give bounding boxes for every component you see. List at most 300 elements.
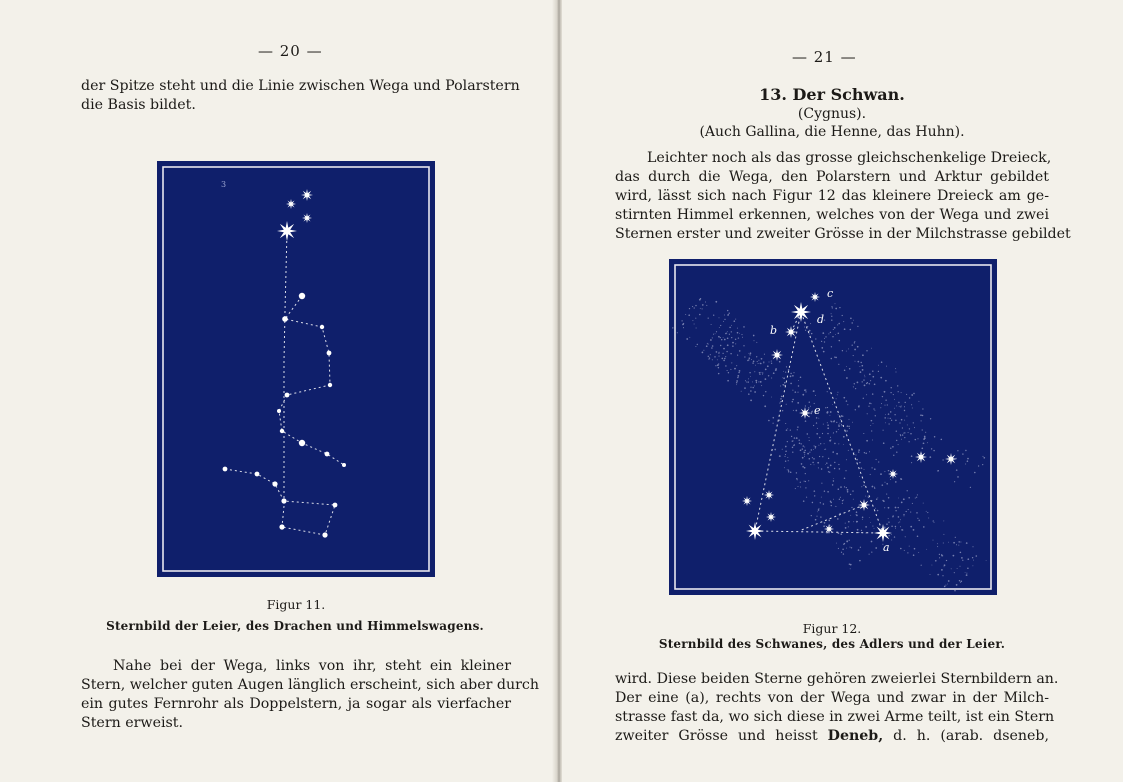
- star-mark: [896, 431, 897, 432]
- star-mark: [846, 400, 847, 401]
- star-mark: [888, 418, 889, 419]
- star-mark: [901, 529, 903, 531]
- text-fragment: d. h. (arab. dseneb,: [893, 728, 1050, 744]
- text-line: Stern, welcher guten Augen länglich erscheint, sich aber durch: [81, 677, 540, 693]
- star-mark: [846, 430, 847, 431]
- star-mark: [797, 426, 798, 427]
- star-mark: [856, 511, 858, 513]
- star-mark: [682, 324, 684, 326]
- star-mark: [813, 425, 814, 426]
- star-mark: [830, 465, 832, 467]
- star-mark: [861, 486, 862, 487]
- star-mark: [848, 526, 849, 527]
- star-mark: [741, 391, 742, 392]
- star-mark: [787, 457, 788, 458]
- star-mark: [725, 333, 727, 335]
- star-mark: [799, 442, 801, 444]
- star-mark: [835, 308, 837, 310]
- star-mark: [695, 305, 696, 306]
- star-mark: [821, 497, 822, 498]
- star-mark: [719, 327, 720, 328]
- star-mark: [890, 392, 891, 393]
- star-mark: [725, 356, 726, 357]
- star-mark: [718, 356, 719, 357]
- star-mark: [914, 548, 916, 550]
- star-mark: [814, 445, 815, 446]
- star-mark: [858, 406, 860, 408]
- star-mark: [895, 526, 897, 528]
- star-mark: [744, 356, 745, 357]
- star-mark: [849, 368, 851, 370]
- star-mark: [847, 404, 848, 405]
- star-mark: [838, 443, 839, 444]
- star-mark: [845, 523, 846, 524]
- star-mark: [848, 521, 850, 523]
- star-mark: [760, 363, 761, 364]
- star-mark: [951, 568, 952, 569]
- star-mark: [838, 429, 839, 430]
- star-mark: [888, 423, 889, 424]
- star-mark: [873, 376, 875, 378]
- star-mark: [885, 380, 887, 382]
- star-mark: [688, 314, 690, 316]
- star-mark: [730, 369, 731, 370]
- star-mark: [708, 356, 709, 357]
- star-mark: [911, 404, 912, 405]
- star-mark: [804, 467, 806, 469]
- star-mark: [900, 519, 901, 520]
- star-mark: [821, 341, 822, 342]
- star-mark: [788, 470, 789, 471]
- star-mark: [830, 411, 832, 413]
- figure-caption: Sternbild der Leier, des Drachen und Himmelswagens.: [106, 619, 484, 633]
- star-mark: [875, 508, 876, 509]
- star-mark: [833, 480, 834, 481]
- star-mark: [886, 366, 887, 367]
- star-mark: [755, 380, 757, 382]
- star-mark: [866, 394, 867, 395]
- star-mark: [888, 413, 890, 415]
- star-mark: [842, 416, 843, 417]
- star-mark: [750, 376, 751, 377]
- svg-text:3: 3: [221, 180, 227, 189]
- star-mark: [735, 339, 736, 340]
- star-mark: [711, 324, 712, 325]
- star-mark: [838, 548, 839, 549]
- star-mark: [827, 407, 828, 408]
- star-mark: [880, 473, 882, 475]
- star-mark: [754, 371, 755, 372]
- star-mark: [943, 534, 944, 535]
- star-mark: [723, 337, 724, 338]
- star-mark: [736, 384, 737, 385]
- star-mark: [843, 500, 844, 501]
- star-mark: [965, 450, 966, 451]
- star-mark: [853, 386, 854, 387]
- star-mark: [917, 438, 918, 439]
- text-line: der Spitze steht und die Linie zwischen Wega und Polarstern: [81, 78, 520, 94]
- star-mark: [913, 529, 915, 531]
- star-mark: [739, 350, 741, 352]
- star-mark: [763, 361, 764, 362]
- star-mark: [937, 470, 939, 472]
- star-mark: [894, 399, 895, 400]
- star-mark: [773, 417, 775, 419]
- star-mark: [707, 343, 708, 344]
- star-mark: [956, 584, 958, 586]
- star-mark: [804, 454, 805, 455]
- star-mark: [876, 459, 877, 460]
- star-mark: [954, 590, 956, 592]
- star-mark: [831, 316, 832, 317]
- text-line-with-deneb: [615, 727, 1049, 746]
- star-mark: [787, 428, 788, 429]
- star-mark: [677, 332, 678, 333]
- star-mark: [960, 580, 962, 582]
- star-mark: [837, 394, 838, 395]
- star-mark: [908, 441, 909, 442]
- star-mark: [828, 520, 830, 522]
- star-mark: [904, 432, 905, 433]
- star-mark: [787, 469, 788, 470]
- star-mark: [824, 449, 825, 450]
- star-mark: [830, 440, 831, 441]
- star-mark: [904, 550, 905, 551]
- star-mark: [727, 314, 729, 316]
- star-mark: [808, 480, 809, 481]
- star-mark: [727, 337, 729, 339]
- star-mark: [909, 428, 910, 429]
- star-mark: [823, 351, 825, 353]
- star-mark: [818, 418, 819, 419]
- star-mark: [756, 382, 757, 383]
- star-mark: [944, 586, 946, 588]
- star-mark: [858, 532, 859, 533]
- star-mark: [923, 503, 924, 504]
- star-mark: [735, 343, 736, 344]
- paragraph-bottom: [615, 670, 1059, 746]
- star-mark: [759, 373, 760, 374]
- star-mark: [791, 436, 792, 437]
- star-mark: [935, 560, 937, 562]
- star-mark: [782, 384, 783, 385]
- star-mark: [750, 400, 752, 402]
- star-mark: [918, 520, 919, 521]
- paragraph-top: [81, 77, 520, 115]
- star-mark: [846, 541, 848, 543]
- star-mark: [850, 318, 852, 320]
- star-mark: [970, 487, 971, 488]
- star-mark: [807, 453, 809, 455]
- star-mark: [982, 456, 983, 457]
- star-mark: [797, 429, 798, 430]
- star-mark: [694, 307, 695, 308]
- star-mark: [820, 443, 821, 444]
- star-mark: [922, 415, 923, 416]
- star-mark: [815, 338, 816, 339]
- star-mark: [895, 371, 896, 372]
- star-mark: [882, 500, 884, 502]
- star-mark: [763, 395, 764, 396]
- star-mark: [792, 390, 793, 391]
- star-mark: [903, 514, 904, 515]
- star-mark: [922, 408, 923, 409]
- star-mark: [835, 506, 836, 507]
- star-mark: [877, 497, 878, 498]
- star-mark: [948, 580, 950, 582]
- star-mark: [779, 361, 781, 363]
- star-mark: [787, 441, 788, 442]
- star-mark: [758, 381, 759, 382]
- star-mark: [800, 486, 801, 487]
- star-mark: [856, 455, 857, 456]
- star-mark: [780, 398, 782, 400]
- page-number: — 20 —: [258, 42, 323, 60]
- left-page: [0, 0, 556, 782]
- star-mark: [958, 541, 960, 543]
- star-mark: [834, 468, 835, 469]
- star-mark: [944, 564, 946, 566]
- star-mark: [821, 483, 822, 484]
- star-mark: [767, 365, 769, 367]
- star-mark: [792, 452, 793, 453]
- star-mark: [786, 429, 788, 431]
- star-mark: [824, 341, 825, 342]
- star-mark: [901, 392, 902, 393]
- star-mark: [900, 434, 901, 435]
- section-title: 13. Der Schwan.: [759, 85, 905, 104]
- star-label: b: [770, 324, 778, 337]
- star-mark: [717, 364, 719, 366]
- star-mark: [838, 414, 839, 415]
- star-mark: [900, 435, 901, 436]
- star-mark: [811, 333, 812, 334]
- star-mark: [758, 360, 759, 361]
- star-mark: [956, 458, 957, 459]
- star-mark: [888, 497, 890, 499]
- star-mark: [875, 415, 876, 416]
- star-mark: [686, 338, 688, 340]
- star-mark: [944, 566, 945, 567]
- star-mark: [895, 528, 896, 529]
- star-mark: [716, 351, 718, 353]
- star-mark: [941, 555, 943, 557]
- star-mark: [810, 406, 811, 407]
- star-mark: [838, 323, 840, 325]
- star-mark: [683, 327, 684, 328]
- star-mark: [803, 452, 804, 453]
- star-mark: [786, 404, 787, 405]
- star-mark: [827, 491, 829, 493]
- star-mark: [868, 497, 869, 498]
- star-mark: [730, 353, 731, 354]
- star-mark: [844, 543, 845, 544]
- star-mark: [911, 455, 913, 457]
- star-mark: [820, 516, 821, 517]
- star-mark: [912, 503, 913, 504]
- star-mark: [802, 457, 804, 459]
- star-mark: [825, 464, 826, 465]
- star-mark: [888, 522, 889, 523]
- star-mark: [899, 406, 900, 407]
- star-mark: [873, 408, 874, 409]
- star-mark: [871, 430, 872, 431]
- star-mark: [812, 411, 813, 412]
- star-mark: [927, 442, 928, 443]
- star-mark: [689, 308, 690, 309]
- star-mark: [729, 313, 730, 314]
- star-mark: [890, 448, 891, 449]
- star-chart-lyra-draco-ursa: [157, 161, 435, 577]
- star-mark: [779, 455, 781, 457]
- star-mark: [869, 402, 871, 404]
- star-mark: [956, 469, 958, 471]
- star-mark: [782, 377, 783, 378]
- star-mark: [780, 385, 781, 386]
- star-mark: [845, 470, 846, 471]
- star-mark: [784, 382, 785, 383]
- star-mark: [727, 370, 728, 371]
- star-mark: [795, 391, 797, 393]
- star-mark: [731, 337, 732, 338]
- star-mark: [869, 517, 870, 518]
- star-mark: [718, 367, 719, 368]
- star-mark: [983, 457, 985, 459]
- star-mark: [727, 310, 728, 311]
- star-mark: [844, 486, 845, 487]
- star-mark: [815, 395, 816, 396]
- star-mark: [808, 407, 809, 408]
- star-mark: [853, 521, 854, 522]
- star-mark: [934, 436, 936, 438]
- star-mark: [888, 469, 898, 479]
- star-mark: [904, 410, 905, 411]
- star-mark: [731, 331, 732, 332]
- star-mark: [715, 365, 716, 366]
- star-mark: [850, 329, 852, 331]
- star-mark: [714, 356, 715, 357]
- star-mark: [895, 481, 897, 483]
- star-mark: [958, 545, 959, 546]
- star-mark: [917, 535, 919, 537]
- star-mark: [918, 401, 919, 402]
- star-mark: [757, 361, 758, 362]
- star-mark: [700, 308, 701, 309]
- star-mark: [891, 525, 893, 527]
- star-mark: [716, 331, 717, 332]
- star-mark: [809, 458, 811, 460]
- star-mark: [880, 407, 881, 408]
- star-mark: [934, 522, 935, 523]
- star-mark: [967, 568, 969, 570]
- star-mark: [902, 434, 903, 435]
- star-mark: [850, 568, 851, 569]
- star-mark: [779, 420, 780, 421]
- star-mark: [753, 335, 755, 337]
- star-mark: [907, 424, 908, 425]
- star-mark: [894, 536, 895, 537]
- star-mark: [930, 574, 931, 575]
- star-mark: [785, 454, 786, 455]
- star-mark: [885, 482, 886, 483]
- star-mark: [725, 365, 726, 366]
- star-mark: [758, 363, 759, 364]
- star-mark: [957, 476, 959, 478]
- star-mark: [895, 368, 896, 369]
- star-mark: [805, 487, 806, 488]
- star-mark: [750, 352, 752, 354]
- star-mark: [752, 362, 753, 363]
- star-mark: [871, 403, 872, 404]
- star-mark: [846, 459, 847, 460]
- deneb-term: Deneb,: [827, 728, 884, 744]
- star-mark: [846, 548, 847, 549]
- star-mark: [881, 403, 882, 404]
- star-mark: [724, 319, 725, 320]
- star-mark: [848, 426, 849, 427]
- star-mark: [692, 320, 693, 321]
- star-mark: [954, 481, 955, 482]
- star-mark: [748, 393, 750, 395]
- star-mark: [907, 490, 908, 491]
- star-mark: [692, 306, 693, 307]
- star-mark: [841, 415, 843, 417]
- star-mark: [850, 547, 851, 548]
- star-mark: [764, 354, 765, 355]
- star-mark: [709, 357, 710, 358]
- star-mark: [901, 502, 903, 504]
- text-line: die Basis bildet.: [81, 97, 196, 113]
- star-mark: [761, 385, 762, 386]
- star-mark: [913, 393, 914, 394]
- star-mark: [911, 462, 912, 463]
- star-mark: [857, 326, 858, 327]
- star-mark: [836, 422, 837, 423]
- star-mark: [815, 447, 816, 448]
- star-mark: [792, 447, 793, 448]
- star-mark: [846, 487, 847, 488]
- star-mark: [886, 523, 888, 525]
- star-mark: [805, 420, 807, 422]
- star-mark: [827, 422, 828, 423]
- star-mark: [765, 391, 766, 392]
- star-mark: [745, 380, 746, 381]
- star-mark: [805, 391, 806, 392]
- star-mark: [900, 406, 901, 407]
- star-mark: [850, 564, 852, 566]
- star-mark: [928, 518, 929, 519]
- star-mark: [888, 470, 889, 471]
- star-mark: [782, 449, 783, 450]
- star-mark: [771, 363, 772, 364]
- star-mark: [957, 568, 958, 569]
- star-mark: [784, 467, 785, 468]
- star-mark: [914, 427, 915, 428]
- star-mark: [816, 417, 818, 419]
- star-mark: [702, 308, 703, 309]
- star-mark: [847, 489, 849, 491]
- star-mark: [814, 490, 816, 492]
- star-mark: [834, 420, 835, 421]
- star-mark: [856, 521, 858, 523]
- star-mark: [833, 499, 834, 500]
- star-mark: [823, 525, 825, 527]
- star-mark: [860, 362, 861, 363]
- star-mark: [765, 369, 767, 371]
- star-mark: [828, 333, 829, 334]
- star-mark: [982, 464, 983, 465]
- star-mark: [864, 376, 865, 377]
